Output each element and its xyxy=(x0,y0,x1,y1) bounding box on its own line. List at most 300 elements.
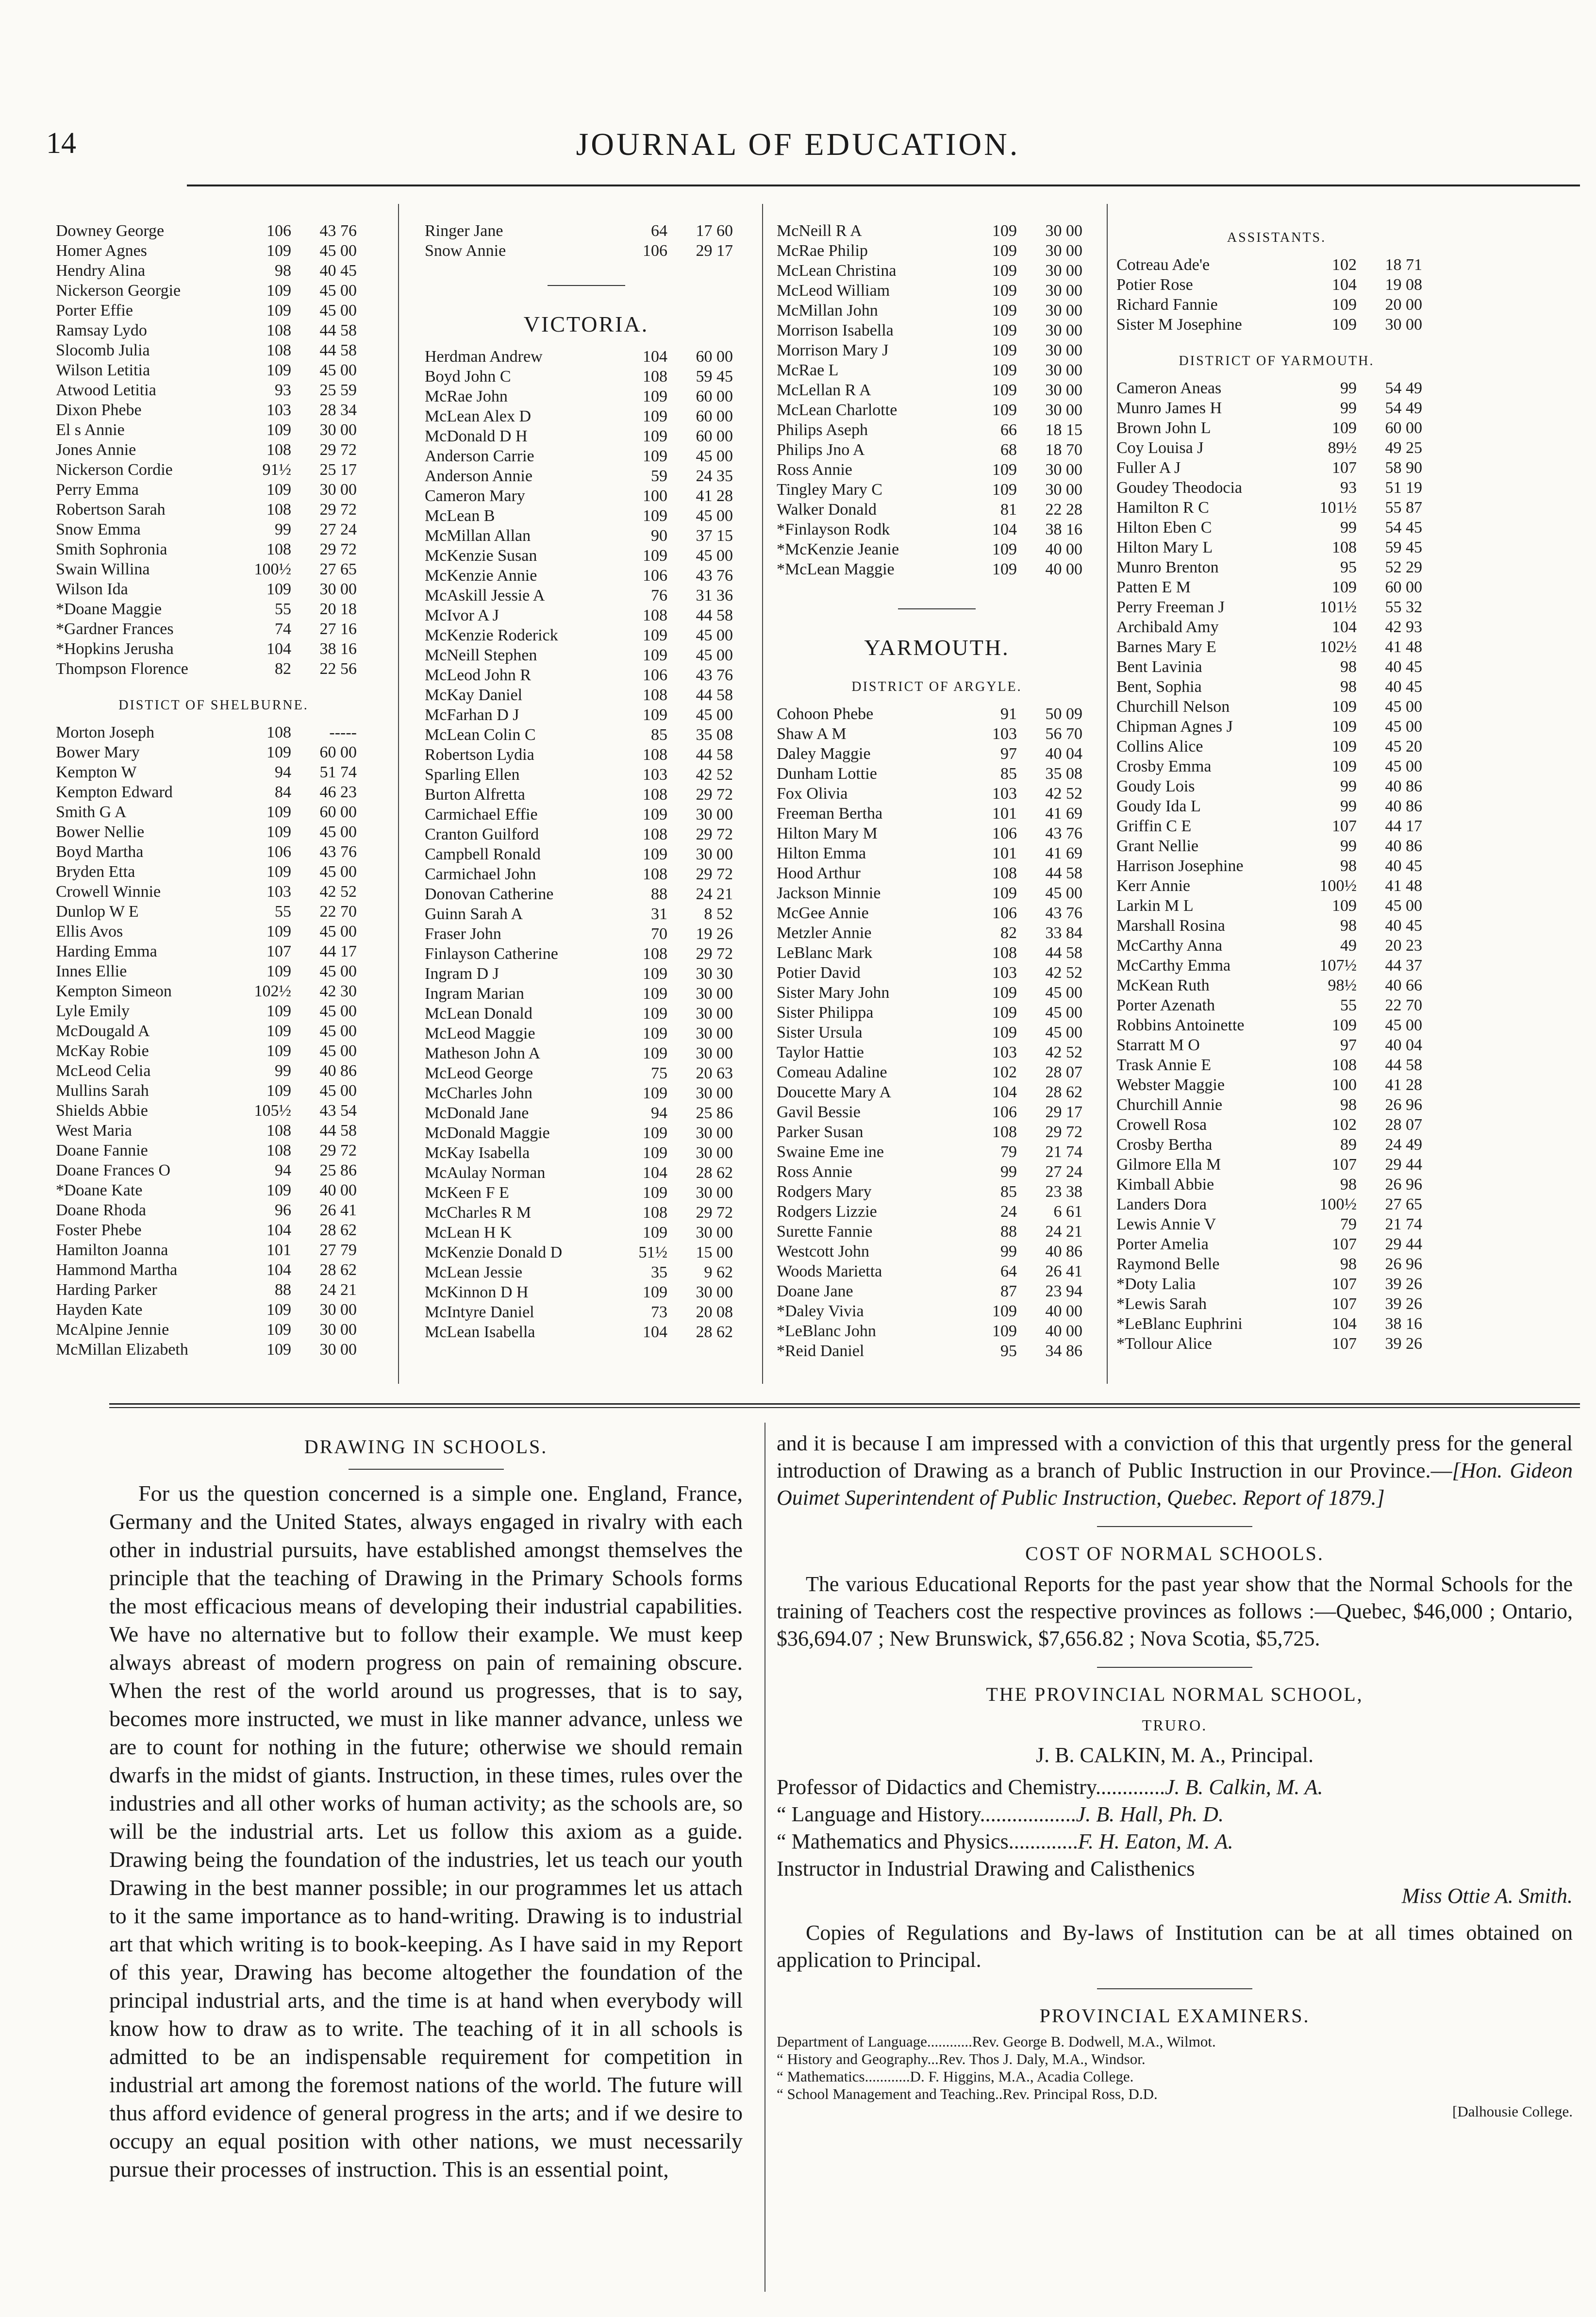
cell-amount: 27 79 xyxy=(319,1241,357,1259)
cell-name: Robertson Lydia xyxy=(425,746,534,764)
cell-attendance: 109 xyxy=(992,1302,1017,1320)
cell-name: *Doane Maggie xyxy=(56,600,162,618)
list-item xyxy=(1116,1254,1437,1274)
cell-name: Sister Philippa xyxy=(777,1004,874,1022)
cell-name: Hendry Alina xyxy=(56,262,146,280)
cell-name: Collins Alice xyxy=(1116,738,1203,756)
cell-attendance: 108 xyxy=(266,1122,291,1140)
cell-name: Griffin C E xyxy=(1116,817,1192,835)
cell-amount: 28 07 xyxy=(1385,1116,1422,1134)
cell-name: McLean H K xyxy=(425,1224,512,1242)
cell-attendance: 55 xyxy=(275,903,291,921)
cell-amount: 50 09 xyxy=(1045,705,1082,723)
cell-name: Goudey Theodocia xyxy=(1116,479,1243,497)
cell-name: Perry Emma xyxy=(56,481,139,499)
list-item xyxy=(1116,995,1437,1015)
list-item xyxy=(56,659,371,679)
list-item xyxy=(56,1280,371,1300)
staff-row xyxy=(777,1828,1573,1855)
examiner-line: Department of Language............Rev. George B. Dodwell, M.A., Wilmot. xyxy=(777,2033,1216,2050)
cell-amount: 41 28 xyxy=(696,487,733,505)
staff-name: J. B. Hall, Ph. D. xyxy=(1076,1802,1224,1826)
cell-amount: 40 04 xyxy=(1045,745,1082,763)
cell-attendance: 104 xyxy=(266,640,291,658)
list-item xyxy=(425,625,748,645)
list-item xyxy=(56,360,371,380)
cell-attendance: 93 xyxy=(275,381,291,399)
cell-attendance: 70 xyxy=(651,925,667,943)
cell-amount: 60 00 xyxy=(696,387,733,405)
cell-name: Finlayson Catherine xyxy=(425,945,558,963)
list-item xyxy=(56,902,371,922)
cell-name: Carmichael Effie xyxy=(425,806,538,823)
cell-name: Snow Emma xyxy=(56,520,141,538)
list-item xyxy=(777,440,1097,460)
cell-amount: 30 30 xyxy=(696,965,733,983)
cell-name: Burton Alfretta xyxy=(425,786,525,804)
cell-amount: 45 00 xyxy=(696,507,733,525)
cell-attendance: 108 xyxy=(643,686,667,704)
cell-name: Homer Agnes xyxy=(56,242,147,260)
list-item xyxy=(56,862,371,882)
list-item xyxy=(1116,438,1437,458)
list-item xyxy=(56,520,371,539)
cell-amount: 15 00 xyxy=(696,1243,733,1261)
cell-attendance: 109 xyxy=(643,407,667,425)
cell-name: Sister Ursula xyxy=(777,1024,863,1041)
cell-attendance: 109 xyxy=(643,1283,667,1301)
list-item xyxy=(777,301,1097,320)
cell-amount: 40 86 xyxy=(1385,837,1422,855)
cell-amount: 45 00 xyxy=(319,1082,357,1100)
cell-amount: 52 29 xyxy=(1385,558,1422,576)
cell-attendance: 109 xyxy=(643,706,667,724)
cell-name: Foster Phebe xyxy=(56,1221,142,1239)
cell-name: Anderson Annie xyxy=(425,467,532,485)
list-item xyxy=(56,599,371,619)
list-item xyxy=(1116,876,1437,896)
cell-amount: 30 00 xyxy=(319,1301,357,1319)
staff-subject: Professor of Didactics and Chemistry............. xyxy=(777,1775,1165,1799)
cell-attendance: 98 xyxy=(1340,658,1357,676)
cell-name: Cranton Guilford xyxy=(425,825,539,843)
cell-attendance: 106 xyxy=(992,1103,1017,1121)
cell-name: McDonald D H xyxy=(425,427,528,445)
cell-amount: 45 00 xyxy=(319,242,357,260)
cell-amount: 35 08 xyxy=(1045,765,1082,783)
cell-amount: 44 58 xyxy=(696,746,733,764)
cell-attendance: 106 xyxy=(266,222,291,240)
cell-attendance: 107 xyxy=(1332,1295,1357,1313)
cell-amount: 42 52 xyxy=(319,883,357,901)
list-item xyxy=(425,745,748,765)
cell-amount: 24 35 xyxy=(696,467,733,485)
cell-amount: 55 32 xyxy=(1385,598,1422,616)
cell-name: Jones Annie xyxy=(56,441,136,459)
cell-attendance: 95 xyxy=(1340,558,1357,576)
cell-attendance: 95 xyxy=(1000,1342,1017,1360)
list-item xyxy=(425,1143,748,1163)
cell-attendance: 93 xyxy=(1340,479,1357,497)
instructor-line: Instructor in Industrial Drawing and Calisthenics xyxy=(777,1857,1195,1880)
cell-name: Munro James H xyxy=(1116,399,1222,417)
cell-amount: 42 93 xyxy=(1385,618,1422,636)
cell-attendance: 85 xyxy=(1000,765,1017,783)
cell-amount: 60 00 xyxy=(696,407,733,425)
list-item xyxy=(56,981,371,1001)
cell-attendance: 109 xyxy=(992,884,1017,902)
cell-amount: 28 62 xyxy=(319,1261,357,1279)
cell-name: Hammond Martha xyxy=(56,1261,178,1279)
cell-name: *Doty Lalia xyxy=(1116,1275,1196,1293)
list-item xyxy=(1116,1175,1437,1194)
cell-name: Bryden Etta xyxy=(56,863,135,881)
list-item xyxy=(1116,657,1437,677)
list-item xyxy=(56,440,371,460)
cell-amount: 44 58 xyxy=(319,1122,357,1140)
list-item xyxy=(56,340,371,360)
cell-name: McAskill Jessie A xyxy=(425,587,545,604)
cell-attendance: 79 xyxy=(1000,1143,1017,1161)
list-item xyxy=(425,705,748,725)
cell-amount: 40 66 xyxy=(1385,976,1422,994)
cell-name: Brown John L xyxy=(1116,419,1211,437)
cell-amount: 44 58 xyxy=(1045,864,1082,882)
cell-attendance: 107 xyxy=(1332,1235,1357,1253)
list-item xyxy=(425,1302,748,1322)
cell-name: McKay Daniel xyxy=(425,686,523,704)
cell-amount: 22 28 xyxy=(1045,501,1082,519)
list-item xyxy=(425,844,748,864)
citation: [Hon. Gideon Ouimet Superintendent of Public Instruction, Quebec. Report of 1879.] xyxy=(777,1459,1573,1510)
cell-name: Sister Mary John xyxy=(777,984,890,1002)
cell-attendance: 55 xyxy=(1340,996,1357,1014)
cell-amount: 41 48 xyxy=(1385,877,1422,895)
cell-name: Barnes Mary E xyxy=(1116,638,1216,656)
list-item xyxy=(56,241,371,261)
staff-row xyxy=(777,1801,1573,1828)
list-item xyxy=(1116,398,1437,418)
cell-attendance: 108 xyxy=(643,865,667,883)
cell-attendance: 109 xyxy=(992,242,1017,260)
list-item xyxy=(777,1222,1097,1242)
cell-attendance: 100 xyxy=(643,487,667,505)
cell-amount: 29 72 xyxy=(696,1204,733,1222)
cell-amount: 30 00 xyxy=(1045,262,1082,280)
list-item xyxy=(777,1122,1097,1142)
cell-name: *Hopkins Jerusha xyxy=(56,640,174,658)
list-col2-a xyxy=(425,221,748,261)
cell-name: McCharles John xyxy=(425,1084,532,1102)
list-item xyxy=(1116,1055,1437,1075)
cell-name: Wilson Ida xyxy=(56,580,128,598)
list-item xyxy=(56,842,371,862)
cell-name: Crowell Rosa xyxy=(1116,1116,1207,1134)
cell-attendance: 102 xyxy=(1332,256,1357,274)
cell-amount: 45 00 xyxy=(696,646,733,664)
cell-name: McDonald Jane xyxy=(425,1104,529,1122)
separator xyxy=(425,275,748,295)
list-item xyxy=(56,822,371,842)
cell-attendance: 109 xyxy=(1332,897,1357,915)
cell-name: Patten E M xyxy=(1116,578,1191,596)
cell-amount: 44 58 xyxy=(696,606,733,624)
header-rule xyxy=(187,185,1580,186)
list-item xyxy=(425,1242,748,1262)
cell-name: Cotreau Ade'e xyxy=(1116,256,1210,274)
section-rule xyxy=(109,1407,1580,1408)
cell-name: Robertson Sarah xyxy=(56,501,166,519)
list-item xyxy=(56,500,371,520)
cell-attendance: 107½ xyxy=(1319,957,1357,974)
cell-amount: 30 00 xyxy=(696,1283,733,1301)
cell-name: *Lewis Sarah xyxy=(1116,1295,1207,1313)
cell-attendance: 64 xyxy=(1000,1262,1017,1280)
cell-name: Doane Fannie xyxy=(56,1142,148,1159)
list-item xyxy=(425,785,748,805)
list-item xyxy=(1116,1075,1437,1095)
list-item xyxy=(56,1121,371,1141)
list-item xyxy=(777,1162,1097,1182)
cell-name: Innes Ellie xyxy=(56,962,127,980)
cell-amount: 45 00 xyxy=(319,923,357,940)
cell-name: Woods Marietta xyxy=(777,1262,882,1280)
cell-name: Parker Susan xyxy=(777,1123,864,1141)
list-item xyxy=(777,559,1097,579)
list-item xyxy=(1116,637,1437,657)
list-item xyxy=(425,347,748,367)
list-item xyxy=(777,1142,1097,1162)
cell-name: McKinnon D H xyxy=(425,1283,529,1301)
cell-amount: 30 00 xyxy=(696,1144,733,1162)
cell-attendance: 106 xyxy=(992,904,1017,922)
cell-attendance: 102½ xyxy=(254,982,291,1000)
cell-attendance: 102 xyxy=(1332,1116,1357,1134)
cell-amount: 22 70 xyxy=(1385,996,1422,1014)
list-item xyxy=(777,1182,1097,1202)
cell-amount: 55 87 xyxy=(1385,499,1422,517)
cell-name: McKenzie Donald D xyxy=(425,1243,563,1261)
cell-attendance: 109 xyxy=(266,1321,291,1339)
list-item xyxy=(777,724,1097,744)
cell-name: Kerr Annie xyxy=(1116,877,1191,895)
cell-amount: 45 00 xyxy=(319,1002,357,1020)
cell-amount: 30 00 xyxy=(319,1341,357,1359)
list-item xyxy=(425,406,748,426)
cell-attendance: 109 xyxy=(266,421,291,439)
cell-amount: 30 00 xyxy=(696,1224,733,1242)
list-item xyxy=(777,1242,1097,1261)
cell-name: Hilton Eben C xyxy=(1116,519,1212,537)
list-item xyxy=(777,764,1097,784)
list-item xyxy=(56,539,371,559)
cell-name: *Tollour Alice xyxy=(1116,1335,1212,1353)
instructor-name: Miss Ottie A. Smith. xyxy=(1401,1884,1573,1908)
cell-attendance: 109 xyxy=(266,803,291,821)
cell-attendance: 109 xyxy=(992,1322,1017,1340)
cell-attendance: 109 xyxy=(992,481,1017,499)
list-item xyxy=(777,943,1097,963)
cell-name: McLean Alex D xyxy=(425,407,532,425)
cell-attendance: 97 xyxy=(1340,1036,1357,1054)
list-item xyxy=(425,1024,748,1043)
cell-amount: 29 72 xyxy=(319,441,357,459)
cell-name: Gavil Bessie xyxy=(777,1103,861,1121)
cell-name: Shaw A M xyxy=(777,725,847,743)
list-col4-a xyxy=(1116,255,1437,335)
cell-amount: 39 26 xyxy=(1385,1335,1422,1353)
cell-attendance: 88 xyxy=(1000,1223,1017,1241)
list-item xyxy=(425,506,748,526)
cell-attendance: 109 xyxy=(643,985,667,1003)
cell-amount: 60 00 xyxy=(319,743,357,761)
cell-name: Tingley Mary C xyxy=(777,481,882,499)
list-item xyxy=(425,685,748,705)
list-item xyxy=(1116,956,1437,975)
cell-name: Herdman Andrew xyxy=(425,348,543,366)
cell-amount: 40 00 xyxy=(1045,1302,1082,1320)
cell-attendance: 109 xyxy=(266,242,291,260)
cell-name: Metzler Annie xyxy=(777,924,872,942)
cell-name: McCarthy Anna xyxy=(1116,937,1223,955)
cell-amount: 41 69 xyxy=(1045,844,1082,862)
cell-amount: 18 71 xyxy=(1385,256,1422,274)
list-item xyxy=(56,961,371,981)
cell-attendance: 98 xyxy=(275,262,291,280)
cell-name: *Finlayson Rodk xyxy=(777,520,890,538)
cell-amount: 45 00 xyxy=(696,447,733,465)
list-col1-a xyxy=(56,221,371,679)
cell-attendance: 109 xyxy=(992,282,1017,300)
cell-name: McLean Donald xyxy=(425,1005,532,1023)
cell-amount: 40 00 xyxy=(319,1181,357,1199)
cell-amount: 40 45 xyxy=(1385,658,1422,676)
cell-amount: 29 72 xyxy=(319,540,357,558)
cell-name: McCarthy Emma xyxy=(1116,957,1231,974)
copies-note: Copies of Regulations and By-laws of Institution can be at all times obtained on application to Principal. xyxy=(777,1921,1573,1972)
cell-name: McMillan Elizabeth xyxy=(56,1341,188,1359)
list-item xyxy=(425,586,748,605)
cell-amount: 30 00 xyxy=(1045,461,1082,479)
cell-attendance: 104 xyxy=(643,1323,667,1341)
cell-amount: 30 00 xyxy=(696,1184,733,1202)
cell-attendance: 107 xyxy=(1332,1156,1357,1174)
cell-name: *Doane Kate xyxy=(56,1181,143,1199)
cell-amount: 30 00 xyxy=(1045,242,1082,260)
cell-attendance: 109 xyxy=(643,806,667,823)
cell-name: Downey George xyxy=(56,222,165,240)
district-heading: DISTRICT OF ARGYLE. xyxy=(851,679,1022,694)
cell-name: McLean Christina xyxy=(777,262,897,280)
cell-name: McDonald Maggie xyxy=(425,1124,550,1142)
cell-amount: 24 49 xyxy=(1385,1136,1422,1154)
list-item xyxy=(1116,1334,1437,1354)
list-item xyxy=(1116,498,1437,518)
list-item xyxy=(425,1203,748,1223)
cell-attendance: 104 xyxy=(266,1261,291,1279)
cell-name: Cohoon Phebe xyxy=(777,705,874,723)
list-item xyxy=(777,460,1097,480)
list-item xyxy=(425,924,748,944)
cell-amount: 30 00 xyxy=(1045,321,1082,339)
list-item xyxy=(1116,776,1437,796)
cell-amount: 43 76 xyxy=(1045,824,1082,842)
cell-attendance: 24 xyxy=(1000,1203,1017,1221)
assistants-heading: ASSISTANTS. xyxy=(1227,230,1327,245)
list-item xyxy=(1116,458,1437,478)
cell-amount: 43 76 xyxy=(696,666,733,684)
list-item xyxy=(1116,478,1437,498)
cell-name: *McKenzie Jeanie xyxy=(777,540,899,558)
list-item xyxy=(425,1004,748,1024)
cell-attendance: 108 xyxy=(1332,538,1357,556)
cell-attendance: 103 xyxy=(643,766,667,784)
cell-amount: 28 07 xyxy=(1045,1063,1082,1081)
list-item xyxy=(56,281,371,301)
cell-amount: 45 00 xyxy=(696,706,733,724)
cell-amount: 40 00 xyxy=(1045,560,1082,578)
cell-attendance: 101½ xyxy=(1319,499,1357,517)
cell-name: Trask Annie E xyxy=(1116,1056,1212,1074)
list-item xyxy=(425,526,748,546)
cell-name: Morrison Mary J xyxy=(777,341,889,359)
cell-attendance: 109 xyxy=(1332,738,1357,756)
list-item xyxy=(56,460,371,480)
cell-name: Kempton Edward xyxy=(56,783,173,801)
cell-attendance: 99 xyxy=(1340,797,1357,815)
cell-attendance: 109 xyxy=(992,461,1017,479)
cell-name: Doane Frances O xyxy=(56,1161,171,1179)
list-item xyxy=(425,884,748,904)
cell-amount: 44 17 xyxy=(319,942,357,960)
list-item xyxy=(777,883,1097,903)
cell-attendance: 89 xyxy=(1340,1136,1357,1154)
list-item xyxy=(777,1003,1097,1023)
cell-amount: 43 76 xyxy=(1045,904,1082,922)
list-item xyxy=(56,1101,371,1121)
cell-attendance: 108 xyxy=(643,1204,667,1222)
cell-attendance: 73 xyxy=(651,1303,667,1321)
cell-attendance: 98 xyxy=(1340,678,1357,696)
list-item xyxy=(777,903,1097,923)
examiners-title: PROVINCIAL EXAMINERS. xyxy=(1039,2005,1310,2027)
list-item xyxy=(1116,677,1437,697)
cell-name: Raymond Belle xyxy=(1116,1255,1220,1273)
cell-attendance: 104 xyxy=(1332,276,1357,294)
list-item xyxy=(425,1083,748,1103)
list-item xyxy=(777,1341,1097,1361)
list-item xyxy=(1116,617,1437,637)
cell-amount: 60 00 xyxy=(1385,578,1422,596)
cell-name: Freeman Bertha xyxy=(777,805,883,823)
cell-name: McRae John xyxy=(425,387,508,405)
cell-amount: ----- xyxy=(329,723,357,741)
cell-attendance: 88 xyxy=(651,885,667,903)
list-item xyxy=(56,559,371,579)
cell-attendance: 104 xyxy=(1332,618,1357,636)
cell-name: Campbell Ronald xyxy=(425,845,541,863)
list-item xyxy=(1116,916,1437,936)
cell-amount: 43 76 xyxy=(696,567,733,585)
cell-amount: 30 00 xyxy=(1045,282,1082,300)
list-item xyxy=(56,1320,371,1340)
cell-attendance: 81 xyxy=(1000,501,1017,519)
cell-amount: 29 72 xyxy=(319,1142,357,1159)
list-item xyxy=(777,221,1097,241)
cell-attendance: 109 xyxy=(643,387,667,405)
cell-name: Grant Nellie xyxy=(1116,837,1198,855)
list-item xyxy=(425,725,748,745)
